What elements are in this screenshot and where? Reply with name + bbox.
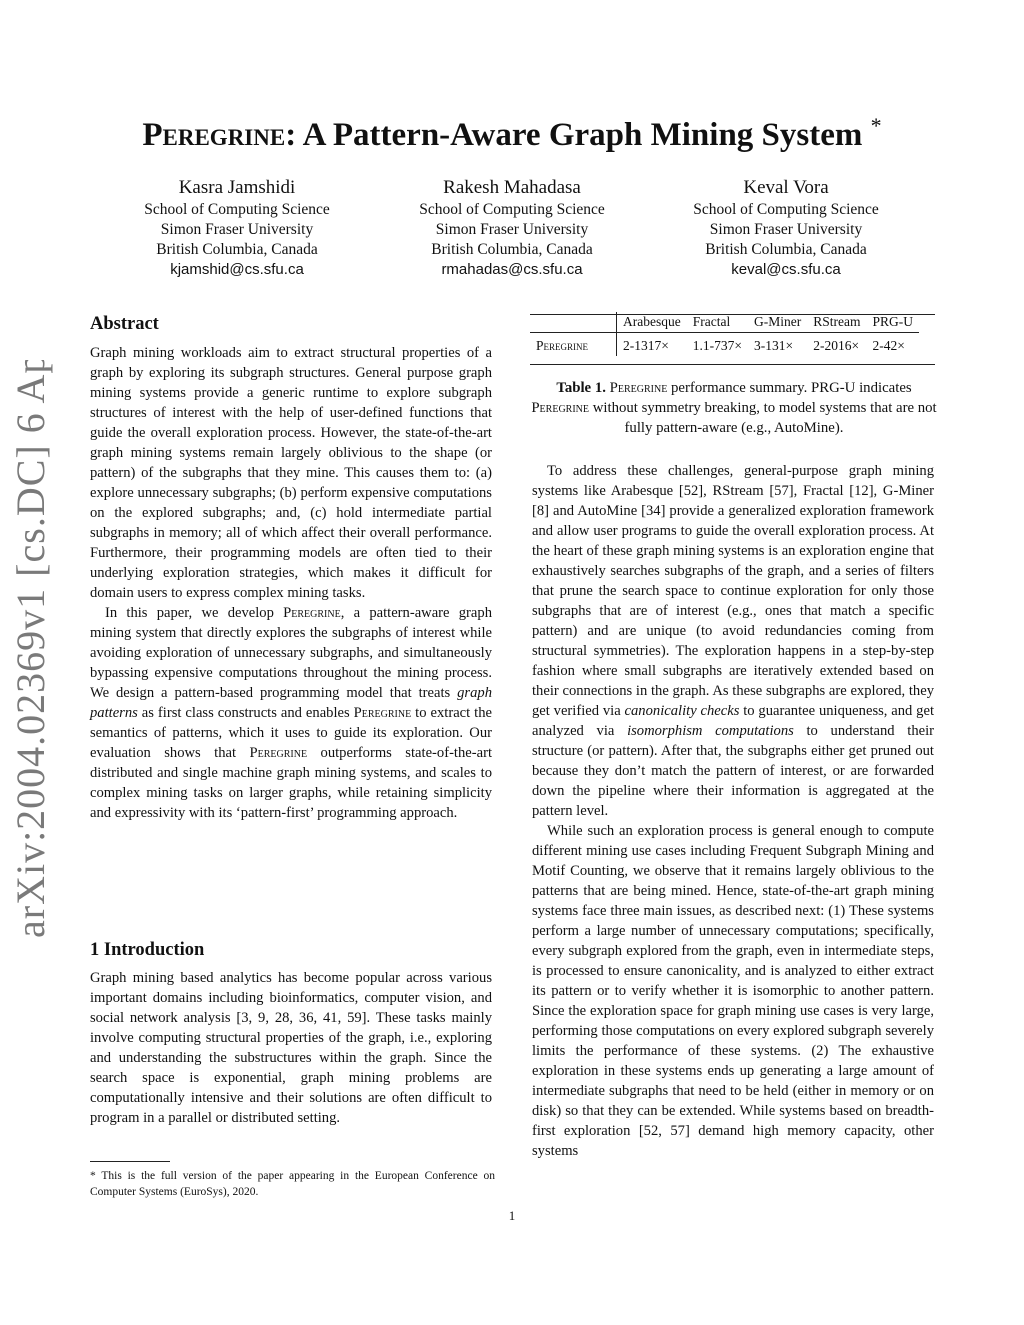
author-1-email: kjamshid@cs.sfu.ca (170, 261, 304, 278)
paper-title: Peregrine: A Pattern-Aware Graph Mining System * (142, 113, 882, 153)
right-paragraph-2: While such an exploration process is general enough to compute different mining use cases including Frequent Subgraph Mining and Motif Counting, we observe that it remains largely oblivious to the patterns that are being mined. Hence, state-of-the-art graph mining systems face three main issues, as described next: (1) These systems perform a large number of unnecessary computations; specifically, every subgraph explored from the graph, even in intermediate steps, is processed to ensure canonicality, and is analyzed to either extract its pattern or to verify whether it is isomorphic to another pattern. Since the exploration space for graph mining use cases is very large, performing those computations on every explored subgraph severely limits the performance of these systems. (2) The exhaustive exploration in these systems ends up generating a large amount of intermediate subgraphs that need to be held (either in memory or on disk) so that they can be extended. While systems based on breadth-first exploration [52, 57] demand high memory capacity, other systems (532, 823, 934, 1159)
performance-table (530, 312, 919, 356)
abstract-paragraph-1: Graph mining workloads aim to extract structural properties of a graph by exploring its subgraph structures. General purpose graph mining systems provide a generic runtime to explore subgraph structures of interest with the help of user-defined functions that guide the overall exploration process. However, the state-of-the-art graph mining systems remain largely oblivious to the shape (or pattern) of the subgraphs that they mine. This causes them to: (a) explore unnecessary subgraphs; (b) perform expensive computations on the explored subgraphs; and, (c) hold intermediate partial subgraphs in memory; all of which affect their overall performance. Furthermore, their programming models are often tied to their underlying exploration strategies, which makes it difficult for domain users to express complex mining tasks. (90, 345, 492, 601)
table-header-row (530, 312, 919, 333)
right-paragraph-1: To address these challenges, general-purpose graph mining systems like Arabesque [52], RStream [57], Fractal [12], G-Miner [8] and AutoMine [34] provide a generalized exploration framework and allow user programs to guide the overall exploration process. At the heart of these graph mining systems is an exploration engine that exhaustively searches subgraphs of the graph, and a series of filters that prune the search space to continue exploration for only those subgraphs that are of interest (e.g., ones that match a specific pattern) and are unique (to avoid redundancies coming from structural symmetries). The exploration happens in a step-by-step fashion where small subgraphs are iteratively extended based on their connections in the graph. As these subgraphs are explored, they get verified via canonicality checks to guarantee uniqueness, and get analyzed via isomorphism computations to understand their structure (or pattern). After that, the subgraphs either get pruned out because they don’t match the pattern of interest, or are forwarded down the pipeline where their information is aggregated at the pattern level. (532, 463, 935, 819)
author-2-email: rmahadas@cs.sfu.ca (441, 261, 583, 278)
author-2: Rakesh Mahadasa School of Computing Science Simon Fraser University British Columbia, Canada rmahadas@cs.sfu.ca (362, 175, 662, 280)
footnote-rule (90, 1161, 170, 1162)
author-3-email: keval@cs.sfu.ca (731, 261, 841, 278)
left-column (90, 314, 492, 823)
introduction-section (90, 940, 492, 1128)
arxiv-id: arXiv:2004.02369v1 [cs.DC] 6 Apr 2020 (10, 360, 53, 938)
footnote: * This is the full version of the paper appearing in the European Conference on Computer Systems (EuroSys), 2020. (90, 1170, 495, 1198)
abstract-paragraph-2: In this paper, we develop Peregrine, a pattern-aware graph mining system that directly explores the subgraphs of interest while avoiding exploration of unnecessary subgraphs, and simultaneously bypassing expensive computations throughout the mining process. We design a pattern-based programming model that treats graph patterns as first class constructs and enables Peregrine to extract the semantics of patterns, which it uses to guide its exploration. Our evaluation shows that Peregrine outperforms state-of-the-art distributed and single machine graph mining systems, and scales to complex mining tasks on larger graphs, while retaining simplicity and expressivity with its ‘pattern-first’ programming approach. (90, 605, 493, 821)
author-3: Keval Vora School of Computing Science Simon Fraser University British Columbia, Canada keval@cs.sfu.ca (636, 175, 936, 280)
page-number: 1 (508, 1208, 516, 1223)
abstract-heading: Abstract (90, 314, 159, 334)
right-column (532, 461, 934, 1161)
table-header: Fractal (692, 314, 731, 329)
table-cell: 2-2016× (813, 338, 860, 353)
table-header: Arabesque (617, 312, 687, 333)
table-header: RStream (813, 314, 861, 329)
introduction-paragraph-1: Graph mining based analytics has become popular across various important domains including bioinformatics, computer vision, and social network analysis [3, 9, 28, 36, 41, 59]. These tasks mainly involve computing structural properties of the graph, i.e., exploring and understanding the substructures within the graph. Since the search space is exponential, graph mining problems are computationally intensive and their solutions are often difficult to program in a parallel or distributed setting. (90, 970, 492, 1126)
arxiv-sidebar (10, 360, 54, 940)
table-header: PRG-U (872, 314, 913, 329)
table-header: G-Miner (753, 314, 802, 329)
table-bottom-rule (530, 364, 935, 365)
table-cell: 2-42× (872, 338, 905, 353)
table-cell: 1.1-737× (692, 338, 742, 353)
introduction-heading: 1 Introduction (90, 940, 205, 960)
author-1: Kasra Jamshidi School of Computing Science Simon Fraser University British Columbia, Canada kjamshid@cs.sfu.ca (87, 175, 387, 280)
table-row (530, 333, 919, 357)
table-cell: 3-131× (753, 338, 794, 353)
table-caption: Table 1. Peregrine performance summary. PRG-U indicates Peregrine without symmetry breaking, to model systems that are not fully pattern-aware (e.g., AutoMine). (531, 380, 937, 436)
table-row-label: Peregrine (536, 338, 589, 353)
table-cell: 2-1317× (617, 333, 687, 357)
